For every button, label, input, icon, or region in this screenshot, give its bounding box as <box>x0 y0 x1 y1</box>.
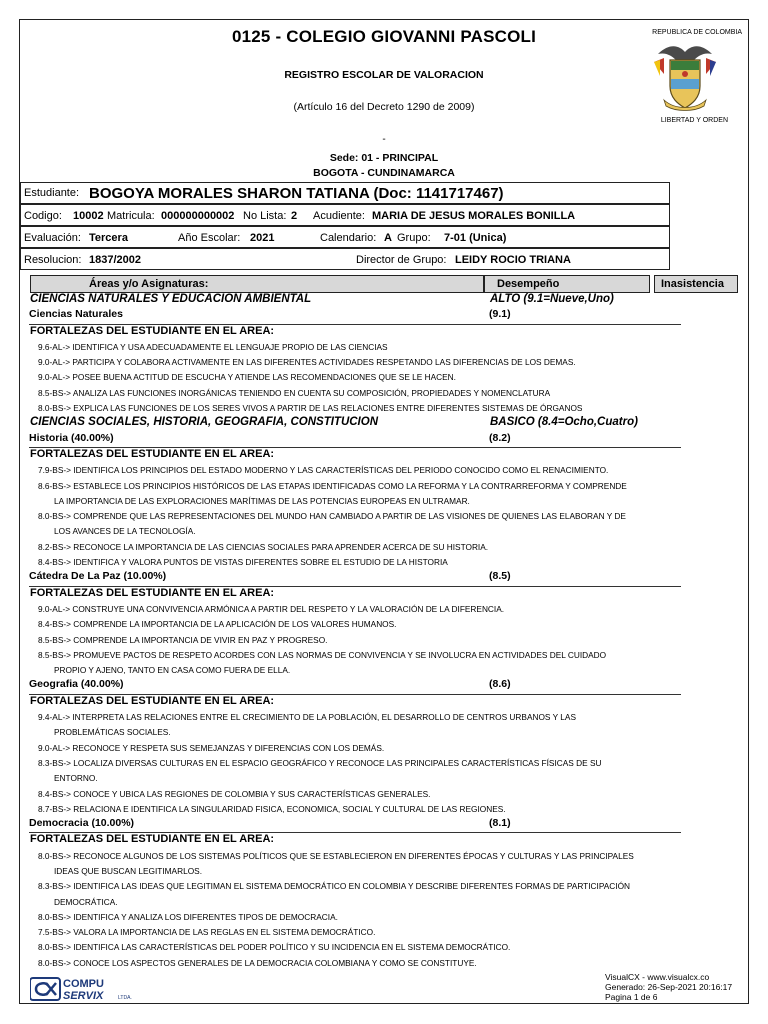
subject-row-text: Geografia (40.00%) <box>29 678 124 691</box>
indicator-line <box>30 710 680 725</box>
report-subtitle: REGISTRO ESCOLAR DE VALORACION <box>284 69 484 81</box>
grade-value: ALTO (9.1=Nueve,Uno) <box>490 293 614 305</box>
footer-page: Pagina 1 de 6 <box>605 992 658 1002</box>
evaluacion-value: Tercera <box>89 232 128 244</box>
indicator-line <box>30 802 680 817</box>
compuservix-logo <box>30 976 142 1002</box>
indicator-line-text: 8.4-BS-> COMPRENDE LA IMPORTANCIA DE LA APLICACIÓN DE LOS VALORES HUMANOS. <box>38 619 397 630</box>
grade-value: (8.2) <box>489 431 511 444</box>
indicator-line-text: 9.0-AL-> POSEE BUENA ACTITUD DE ESCUCHA Y ATIENDE LAS RECOMENDACIONES QUE SE LE HACEN. <box>38 372 456 383</box>
indicator-continuation <box>30 725 680 740</box>
codigo-value: 10002 <box>73 210 104 222</box>
indicator-continuation-text: PROPIO Y AJENO, TANTO EN CASA COMO FUERA DE ELLA. <box>54 665 291 676</box>
indicator-line <box>30 956 680 971</box>
indicator-line-text: 9.0-AL-> RECONOCE Y RESPETA SUS SEMEJANZAS Y DIFERENCIAS CON LOS DEMÁS. <box>38 742 385 753</box>
indicator-continuation-text: PROBLEMÁTICAS SOCIALES. <box>54 727 171 738</box>
subject-row <box>29 432 681 448</box>
indicator-line-text: 7.9-BS-> IDENTIFICA LOS PRINCIPIOS DEL ESTADO MODERNO Y LAS CARACTERÍSTICAS DEL PERIODO CONOCIDO COMO EL RENACIMIENTO. <box>38 465 609 476</box>
indicator-line-text: 9.0-AL-> CONSTRUYE UNA CONVIVENCIA ARMÓNICA A PARTIR DEL RESPETO Y LA VALORACIÓN DE LA DIFERENCIA. <box>38 603 505 614</box>
indicator-line-text: 8.3-BS-> LOCALIZA DIVERSAS CULTURAS EN EL ESPACIO GEOGRÁFICO Y RECONOCE LAS PRINCIPALES CARACTERÍSTICAS FÍSICAS DE SU <box>38 757 602 768</box>
indicator-continuation <box>30 864 680 879</box>
indicator-line <box>30 617 680 632</box>
indicator-line-text: 7.5-BS-> VALORA LA IMPORTANCIA DE LAS REGLAS EN EL SISTEMA DEMOCRÁTICO. <box>38 927 376 938</box>
subject-row <box>29 308 681 324</box>
indicator-continuation <box>30 524 680 539</box>
indicator-line-text: 8.4-BS-> IDENTIFICA Y VALORA PUNTOS DE VISTAS DIFERENTES SOBRE EL ESTUDIO DE LA HISTORIA <box>38 557 448 568</box>
footer-software: VisualCX - www.visualcx.co <box>605 972 710 982</box>
anio-label: Año Escolar: <box>178 232 241 244</box>
subject-row-text: Democracia (10.00%) <box>29 817 135 830</box>
subject-row <box>29 570 681 586</box>
indicator-continuation-text: IDEAS QUE BUSCAN LEGITIMARLOS. <box>54 865 202 876</box>
decree-reference: (Artículo 16 del Decreto 1290 de 2009) <box>293 101 475 113</box>
indicator-line <box>30 602 680 617</box>
indicator-line <box>30 540 680 555</box>
acudiente-label: Acudiente: <box>313 210 365 222</box>
header-desempeno: Desempeño <box>484 275 650 293</box>
indicator-line-text: 9.0-AL-> PARTICIPA Y COLABORA ACTIVAMENTE EN LAS DIFERENTES ACTIVIDADES RESPETANDO LAS DIFERENCIAS DE LOS DEMAS. <box>38 357 576 368</box>
resolucion-value: 1837/2002 <box>89 254 141 266</box>
grade-value: (9.1) <box>489 308 511 321</box>
area-heading <box>30 293 680 308</box>
grade-value: (8.1) <box>489 817 511 830</box>
area-heading-text: CIENCIAS NATURALES Y EDUCACION AMBIENTAL <box>30 293 312 305</box>
logo-text-ltda: LTDA. <box>118 995 132 1001</box>
indicator-line <box>30 479 680 494</box>
indicator-line <box>30 910 680 925</box>
indicator-line <box>30 741 680 756</box>
sede-name: Sede: 01 - PRINCIPAL <box>329 152 439 164</box>
indicator-line-text: 8.5-BS-> ANALIZA LAS FUNCIONES INORGÁNICAS TENIENDO EN CUENTA SU COMPOSICIÓN, PROPIEDADES Y NOMENCLATURA <box>38 387 551 398</box>
strengths-heading-text: FORTALEZAS DEL ESTUDIANTE EN EL AREA: <box>30 586 275 599</box>
matricula-label: Matricula: <box>107 210 155 222</box>
evaluacion-label: Evaluación: <box>24 232 81 244</box>
indicator-line <box>30 340 680 355</box>
indicator-line <box>30 849 680 864</box>
indicator-line-text: 8.6-BS-> ESTABLECE LOS PRINCIPIOS HISTÓRICOS DE LAS ETAPAS IDENTIFICADAS COMO LA REFORMA Y LA CONTRARREFORMA Y COMPRENDE <box>38 480 627 491</box>
indicator-continuation-text: LOS AVANCES DE LA TECNOLOGÍA. <box>54 526 196 537</box>
header-areas: Áreas y/o Asignaturas: <box>30 275 484 293</box>
school-title: 0125 - COLEGIO GIOVANNI PASCOLI <box>231 27 537 46</box>
indicator-line-text: 8.3-BS-> IDENTIFICA LAS IDEAS QUE LEGITIMAN EL SISTEMA DEMOCRÁTICO EN COLOMBIA Y DESCRIBE DIFERENTES FORMAS DE PARTICIPACIÓN <box>38 881 631 892</box>
logo-text-bottom: SERVIX <box>63 990 104 1002</box>
strengths-heading <box>30 695 680 710</box>
indicator-line <box>30 925 680 940</box>
grade-value: BASICO (8.4=Ocho,Cuatro) <box>490 416 638 429</box>
indicator-line <box>30 940 680 955</box>
indicator-continuation-text: LA IMPORTANCIA DE LAS EXPLORACIONES MARÍTIMAS DE LAS POTENCIAS EUROPEAS EN ULTRAMAR. <box>54 495 470 506</box>
strengths-heading-text: FORTALEZAS DEL ESTUDIANTE EN EL AREA: <box>30 833 275 846</box>
acudiente-value: MARIA DE JESUS MORALES BONILLA <box>372 210 576 222</box>
indicator-line <box>30 756 680 771</box>
student-row <box>20 182 670 204</box>
student-label: Estudiante: <box>24 187 80 199</box>
indicator-line <box>30 787 680 802</box>
anio-value: 2021 <box>250 232 275 244</box>
sede-block <box>0 151 768 181</box>
indicator-line <box>30 555 680 570</box>
sede-city: BOGOTA - CUNDINAMARCA <box>313 167 455 179</box>
area-heading-text: CIENCIAS SOCIALES, HISTORIA, GEOGRAFIA, CONSTITUCION <box>30 416 379 429</box>
indicator-line-text: 9.4-AL-> INTERPRETA LAS RELACIONES ENTRE EL CRECIMIENTO DE LA POBLACIÓN, EL DESARROLLO DE CENTROS URBANOS Y LAS <box>38 712 576 723</box>
indicator-line <box>30 648 680 663</box>
indicator-line <box>30 370 680 385</box>
indicator-line <box>30 879 680 894</box>
matricula-value: 000000000002 <box>161 210 235 222</box>
separator-dash: - <box>382 134 386 145</box>
codigo-label: Codigo: <box>24 210 62 222</box>
indicator-line <box>30 633 680 648</box>
footer-generated: Generado: 26-Sep-2021 20:16:17 <box>605 982 733 992</box>
republica-label: REPUBLICA DE COLOMBIA <box>652 29 742 36</box>
strengths-heading <box>30 587 680 602</box>
indicator-line <box>30 386 680 401</box>
lema-label: LIBERTAD Y ORDEN <box>660 117 728 124</box>
indicator-continuation <box>30 771 680 786</box>
grades-content <box>30 293 680 971</box>
area-heading <box>30 416 680 431</box>
indicator-line <box>30 401 680 416</box>
indicator-line-text: 8.0-BS-> IDENTIFICA Y ANALIZA LOS DIFERENTES TIPOS DE DEMOCRACIA. <box>38 911 338 922</box>
strengths-heading-text: FORTALEZAS DEL ESTUDIANTE EN EL AREA: <box>30 447 275 460</box>
indicator-continuation <box>30 895 680 910</box>
strengths-heading <box>30 448 680 463</box>
resolucion-label: Resolucion: <box>24 254 82 266</box>
coat-of-arms-icon <box>650 40 720 114</box>
strengths-heading-text: FORTALEZAS DEL ESTUDIANTE EN EL AREA: <box>30 324 275 337</box>
evaluation-row <box>20 226 670 248</box>
indicator-continuation-text: ENTORNO. <box>54 773 98 784</box>
indicator-line-text: 8.2-BS-> RECONOCE LA IMPORTANCIA DE LAS CIENCIAS SOCIALES PARA APRENDER ACERCA DE SU HISTORIA. <box>38 541 489 552</box>
strengths-heading <box>30 325 680 340</box>
indicator-line-text: 9.6-AL-> IDENTIFICA Y USA ADECUADAMENTE EL LENGUAJE PROPIO DE LAS CIENCIAS <box>38 341 388 352</box>
lista-value: 2 <box>291 210 298 222</box>
footer-info <box>605 972 732 1002</box>
director-label: Director de Grupo: <box>356 254 447 266</box>
subject-row-text: Ciencias Naturales <box>29 308 123 321</box>
logo-text-top: COMPU <box>63 978 104 990</box>
indicator-continuation-text: DEMOCRÁTICA. <box>54 896 118 907</box>
grade-value: (8.5) <box>489 570 511 583</box>
strengths-heading-text: FORTALEZAS DEL ESTUDIANTE EN EL AREA: <box>30 694 275 707</box>
indicator-line-text: 8.5-BS-> COMPRENDE LA IMPORTANCIA DE VIVIR EN PAZ Y PROGRESO. <box>38 634 328 645</box>
indicator-line-text: 8.0-BS-> IDENTIFICA LAS CARACTERÍSTICAS DEL PODER POLÍTICO Y SU INCIDENCIA EN EL SISTEMA DEMOCRÁTICO. <box>38 942 511 953</box>
indicator-line-text: 8.5-BS-> PROMUEVE PACTOS DE RESPETO ACORDES CON LAS NORMAS DE CONVIVENCIA Y SE INVOLUCRA EN ACTIVIDADES DEL CUIDADO <box>38 649 607 660</box>
student-name: BOGOYA MORALES SHARON TATIANA (Doc: 1141717467) <box>89 185 504 202</box>
indicator-continuation <box>30 494 680 509</box>
strengths-heading <box>30 833 680 848</box>
lista-label: No Lista: <box>243 210 287 222</box>
subject-row <box>29 678 681 694</box>
indicator-line <box>30 463 680 478</box>
subject-row-text: Cátedra De La Paz (10.00%) <box>29 570 167 583</box>
indicator-line-text: 8.7-BS-> RELACIONA E IDENTIFICA LA SINGULARIDAD FISICA, ECONOMICA, SOCIAL Y CULTURAL DE LAS REGIONES. <box>38 803 506 814</box>
indicator-line-text: 8.0-BS-> RECONOCE ALGUNOS DE LOS SISTEMAS POLÍTICOS QUE SE ESTABLECIERON EN DIFERENTES ÉPOCAS Y CULTURAS Y LAS PRINCIPALES <box>38 850 634 861</box>
indicator-line <box>30 355 680 370</box>
subject-row <box>29 817 681 833</box>
resolution-row <box>20 248 670 270</box>
indicator-continuation <box>30 663 680 678</box>
indicator-line-text: 8.0-BS-> EXPLICA LAS FUNCIONES DE LOS SERES VIVOS A PARTIR DE LAS RELACIONES ENTRE DIFERENTES SISTEMAS DE ÓRGANOS <box>38 403 583 414</box>
indicator-line-text: 8.4-BS-> CONOCE Y UBICA LAS REGIONES DE COLOMBIA Y SUS CARACTERÍSTICAS GENERALES. <box>38 788 431 799</box>
grupo-value: 7-01 (Unica) <box>444 232 507 244</box>
subject-row-text: Historia (40.00%) <box>29 431 114 444</box>
code-row <box>20 204 670 226</box>
grade-value: (8.6) <box>489 678 511 691</box>
grupo-label: Grupo: <box>397 232 431 244</box>
indicator-line-text: 8.0-BS-> COMPRENDE QUE LAS REPRESENTACIONES DEL MUNDO HAN CAMBIADO A PARTIR DE LAS VISIONES DE QUIENES LAS ELABORAN Y DE <box>38 511 626 522</box>
director-value: LEIDY ROCIO TRIANA <box>455 254 571 266</box>
indicator-line <box>30 509 680 524</box>
header-inasistencia: Inasistencia <box>654 275 738 293</box>
indicator-line-text: 8.0-BS-> CONOCE LOS ASPECTOS GENERALES DE LA DEMOCRACIA COLOMBIANA Y COMO SE CONSTITUYE. <box>38 957 477 968</box>
calendario-value: A <box>384 232 392 244</box>
calendario-label: Calendario: <box>320 232 377 244</box>
